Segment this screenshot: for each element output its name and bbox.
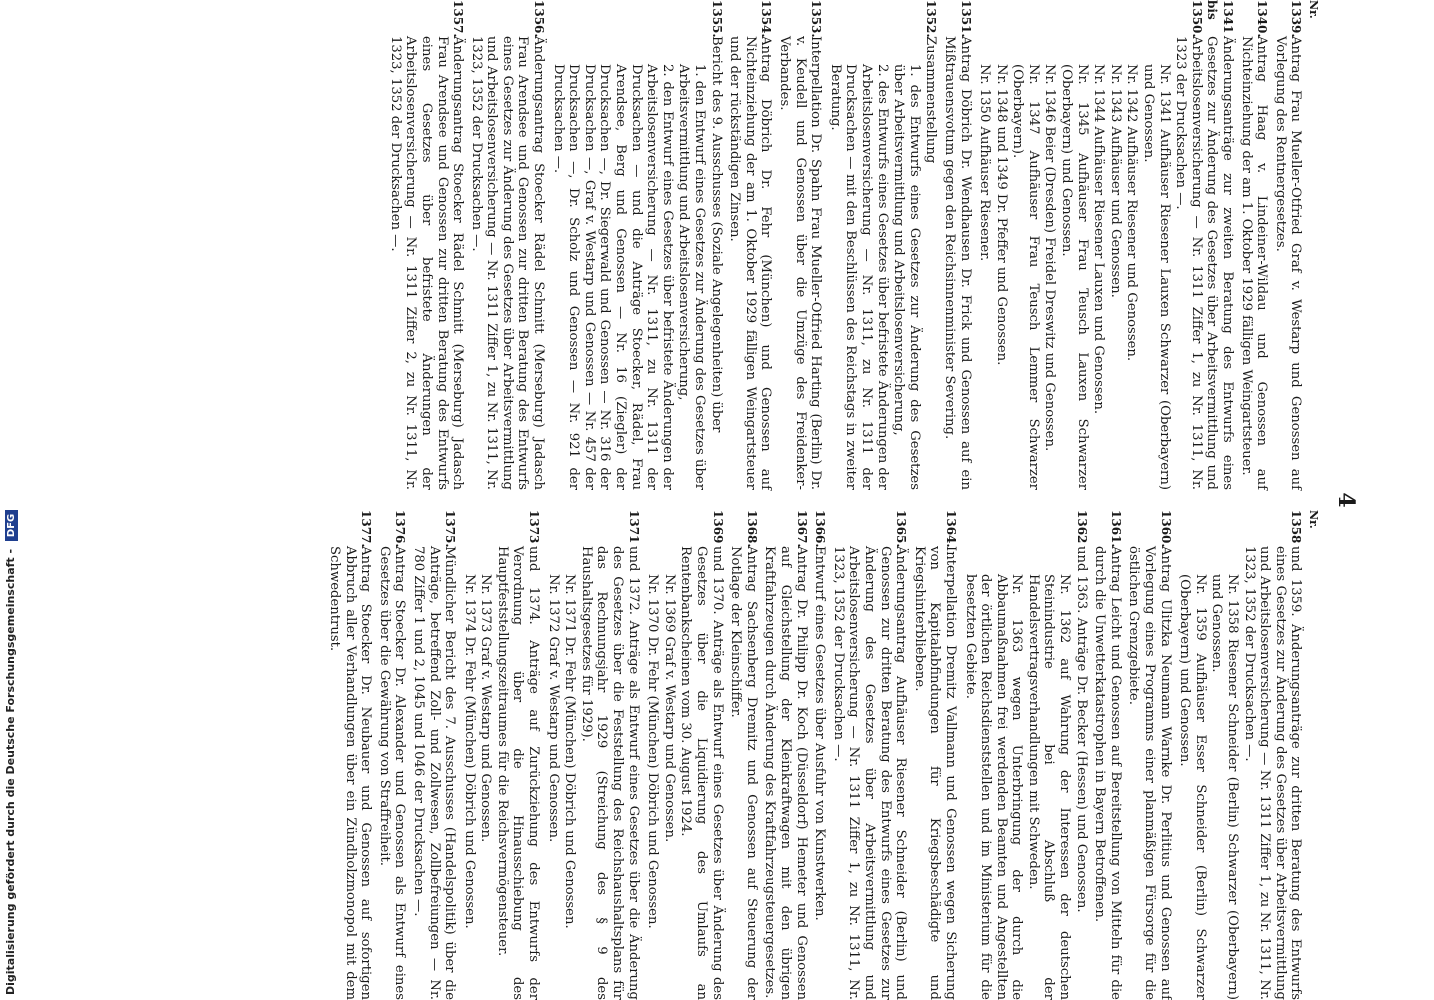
entry-subitem: Nr. 1369 Graf v. Westarp und Genossen. [661, 574, 677, 843]
document-entry [728, 510, 759, 1000]
entry-text: Zusammenstellung [923, 36, 939, 164]
document-entry [468, 0, 546, 490]
entry-text: Antrag Ulitzka Neumann Warnke Dr. Perlitius und Genossen auf Vorlegung eines Programms einer planmäßigen Fürsorge für die östlichen Grenzgebiete. [1126, 546, 1173, 1000]
entry-body [387, 36, 465, 490]
document-entry [826, 0, 938, 490]
entry-text: Änderungsantrag Stoecker Rädel Schmitt (Merseburg) Jadasch Frau Arendsee und Genossen zur dritten Beratung des Entwurfs eines Gesetzes über befristete Änderungen der Arbeitslosenversicherung — Nr. 1311 Ziffer 2, zu Nr. 1311, Nr. 1323, 1352 der Drucksachen —. [387, 36, 466, 490]
entry-subitem: Nr. 1358 Riesener Schneider (Berlin) Schwarzer (Oberbayern) und Genossen. [1209, 574, 1241, 1000]
entry-number: 1369 [710, 510, 725, 544]
entry-text: Änderungsantrag Stoecker Rädel Schmitt (Merseburg) Jadasch Frau Arendsee und Genossen zur dritten Beratung des Entwurfs eines Gesetzes zur Änderung des Gesetzes über Arbeitsvermittlung und Arbeitslosenversicherung — Nr. 1311 Ziffer 1, zu Nr. 1311, Nr. 1323, 1352 der Drucksachen —. [468, 36, 547, 490]
entry-body [911, 546, 958, 1000]
entry-number: 1367. [794, 510, 809, 548]
right-column-header: Nr. [1307, 510, 1320, 529]
entry-subitem: Nr. 1346 Beier (Dresden) Freidel Dreswitz und Genossen. [1042, 64, 1058, 452]
document-entry [1092, 510, 1123, 1000]
entry-text: und 1359. Änderungsanträge zur dritten Beratung des Entwurfs eines Gesetzes zur Änderung des Gesetzes über Arbeitsvermittlung und Arbeitslosenversicherung — Nr. 1311 Ziffer 1, zu Nr. 1311, Nr. 1323, 1352 der Drucksachen —. [1241, 546, 1304, 1000]
document-entry [1176, 510, 1304, 1000]
digitization-credit [4, 510, 18, 995]
entry-text: Antrag Döbrich Dr. Wendhausen Dr. Frick und Genossen auf ein Mißtrauensvotum gegen den Reichsinnenminister Severing. [941, 36, 973, 490]
digitization-credit-strip [0, 0, 26, 1000]
left-column [384, 0, 1321, 490]
entry-text: Änderungsantrag Aufhäuser Riesener Schneider (Berlin) und Genossen zur dritten Beratung des Entwurfs eines Gesetzes zur Änderung des Gesetzes über Arbeitsvermittlung und Arbeitslosenversicherung — Nr. 1311 Ziffer 1, zu Nr. 1311, Nr. 1323, 1352 der Drucksachen —. [830, 546, 909, 1000]
left-column-header: Nr. [1307, 0, 1320, 19]
entry-body [468, 36, 546, 490]
entry-subitem: Nr. 1362 auf Wahrung der Interessen der deutschen Steinindustrie bei Abschluß der Handelsvertragsverhandlungen mit Schweden. [1025, 574, 1073, 1000]
entry-text: und 1370. Anträge als Entwurf eines Gesetzes über Änderung des Gesetzes über die Liquidierung des Umlaufs an Rentenbankscheinen vom 30. August 1924. [678, 546, 725, 1000]
entry-number: 1356. [532, 0, 547, 38]
entry-number: 1341 bis 1350. [1189, 0, 1236, 38]
document-entry [387, 0, 465, 490]
entry-text: Antrag Döbrich Dr. Fehr (München) und Genossen auf Nichteinziehung der am 1. Oktober 1929 fälligen Weingartsteuer und der rückständigen Zinsen. [727, 36, 774, 490]
entry-body [961, 546, 1089, 1000]
entry-body [826, 36, 938, 490]
page-number: 4 [1333, 492, 1359, 508]
entry-subitem: Nr. 1341 Aufhäuser Riesener Lauxen Schwarzer (Oberbayern) und Genossen. [1141, 64, 1172, 490]
entry-text: und 1372. Anträge als Entwurf eines Gesetzes über die Änderung des Gesetzes über die Feststellung des Reichshaushaltsplans für das Rechnungsjahr 1929 (Streichung des § 9 des Haushaltsgesetzes für 1929). [578, 546, 641, 1000]
document-entry [911, 510, 958, 1000]
entry-text: Antrag Dr. Philipp Dr. Koch (Düsseldorf) Hemeter und Genossen auf Gleichstellung der Kleinkraftwagen mit den übrigen Kraftfahrzeugen durch Änderung des Kraftfahrzeugsteuergesetzes. [762, 546, 809, 1000]
entry-text: Entwurf eines Gesetzes über Ausfuhr von Kunstwerken. [812, 546, 828, 921]
entry-subitem: Nr. 1347 Aufhäuser Frau Teusch Lemmer Schwarzer (Oberbayern). [1010, 64, 1041, 490]
entry-text: Interpellation Dremitz Vallmann und Genossen wegen Sicherung von Kapitalabfindungen für Kriegsbeschädigte und Kriegshinterbliebene. [911, 546, 958, 1000]
entry-text: und 1374. Anträge auf Zurückziehung des Entwurfs der Verordnung über die Hinausschiebung des Hauptfeststellungszeitraumes für die Reichsvermögensteuer. [494, 546, 542, 1000]
entry-body [1092, 546, 1123, 1000]
entry-body [812, 546, 828, 1000]
entry-subitem: Nr. 1345 Aufhäuser Frau Teusch Lauxen Schwarzer (Oberbayern) und Genossen. [1059, 64, 1090, 490]
entry-subitem: Nr. 1348 und 1349 Dr. Pfeffer und Genossen. [993, 64, 1009, 366]
entry-body [644, 546, 725, 1000]
entry-text: Antrag Leicht und Genossen auf Bereitstellung von Mitteln für die durch die Unwetterkatastrophen in Bayern Betroffenen. [1092, 546, 1123, 1000]
entry-body [1238, 36, 1269, 490]
entry-number: 1377. [359, 510, 374, 548]
document-entry [830, 510, 908, 1000]
entry-subitem: Nr. 1359 Aufhäuser Esser Schneider (Berlin) Schwarzer (Oberbayern) und Genossen. [1177, 574, 1208, 1000]
document-entry [549, 0, 724, 490]
entry-body [549, 36, 724, 490]
entry-subitem: 1. den Entwurf eines Gesetzes zur Änderung des Gesetzes über Arbeitsvermittlung und Arbeitslosenversicherung, [676, 64, 708, 490]
entry-number: 1371 [626, 510, 641, 544]
entry-subitem: Nr. 1363 wegen Unterbringung der durch die Abbaumaßnahmen frei werdenden Beamten und Angestellten der örtlichen Reichsdienststellen und im Ministerium für die besetzten Gebiete. [962, 574, 1025, 1000]
entry-number: 1353. [809, 0, 824, 38]
document-entry [644, 510, 725, 1000]
rotated-document-page [67, 0, 1367, 1000]
entry-number: 1352. [924, 0, 939, 38]
entry-body [544, 546, 641, 1000]
entry-number: 1361. [1108, 510, 1123, 548]
entry-body [1176, 546, 1304, 1000]
entry-number: 1362 [1074, 510, 1089, 544]
entry-number: 1365. [894, 510, 909, 548]
entry-subitem: Nr. 1344 Aufhäuser Riesener Lauxen und Genossen. [1091, 64, 1107, 415]
document-entry [544, 510, 641, 1000]
dfg-logo: DFG [5, 510, 18, 541]
entry-text: Antrag Sachsenberg Dremitz und Genossen auf Steuerung der Notlage der Kleinschiffer. [728, 546, 759, 1000]
digitization-credit-text: Digitalisierung gefördert durch die Deutsche Forschungsgemeinschaft - [4, 548, 17, 995]
entry-number: 1360. [1158, 510, 1173, 548]
entry-text: und 1363. Anträge Dr. Becker (Hessen) und Genossen. [1073, 546, 1089, 913]
entry-body [1272, 36, 1303, 490]
document-entry [376, 510, 407, 1000]
document-entry [976, 0, 1236, 490]
entry-subitem: Nr. 1374 Dr. Fehr (München) Döbrich und Genossen. [461, 574, 477, 929]
entry-body [376, 546, 407, 1000]
entry-subitem: Nr. 1350 Aufhäuser Riesener. [977, 64, 993, 262]
document-entry [1126, 510, 1173, 1000]
entry-number: 1358 [1289, 510, 1304, 544]
entry-body [830, 546, 908, 1000]
entry-body [410, 546, 457, 1000]
entry-number: 1373 [527, 510, 542, 544]
entry-body [728, 546, 759, 1000]
document-entry [776, 0, 823, 490]
entry-body [762, 546, 809, 1000]
document-entry [1272, 0, 1303, 490]
document-entry [941, 0, 972, 490]
entry-subitem: Nr. 1372 Graf v. Westarp und Genossen. [545, 574, 561, 843]
entry-subitem: Nr. 1343 Aufhäuser und Genossen. [1107, 64, 1123, 298]
entry-text: Änderungsanträge zur zweiten Beratung des Entwurfs eines Gesetzes zur Änderung des Gesetzes über Arbeitsvermittlung und Arbeitslosenversicherung — Nr. 1311 Ziffer 1, zu Nr. 1311, Nr. 1323 der Drucksachen —. [1173, 36, 1236, 490]
entry-subitem: Nr. 1371 Dr. Fehr (München) Döbrich und Genossen. [562, 574, 578, 929]
entry-number: 1366. [813, 510, 828, 548]
entry-number: 1339. [1289, 0, 1304, 38]
entry-text: Antrag Stoecker Dr. Neubauer und Genossen auf sofortigen Abbruch aller Verhandlungen über ein Zündholzmonopol mit dem Schwedentrust. [326, 546, 374, 1000]
entry-text: Bericht des 9. Ausschusses (Soziale Angelegenheiten) über [708, 36, 724, 433]
entry-text: Antrag Stoecker Dr. Alexander und Genossen als Entwurf eines Gesetzes über die Gewährung von Straffreiheit. [376, 546, 408, 1000]
entry-text: Antrag Haag v. Lindeiner-Wildau und Genossen auf Nichteinziehung der am 1. Oktober 1929 fälligen Weingartsteuer. [1238, 36, 1270, 490]
entry-body [460, 546, 541, 1000]
entry-subitem: Nr. 1373 Graf v. Westarp und Genossen. [478, 574, 494, 843]
entry-subitem: Nr. 1370 Dr. Fehr (München) Döbrich und Genossen. [645, 574, 661, 929]
entry-number: 1368. [744, 510, 759, 548]
entry-number: 1354. [759, 0, 774, 38]
document-entry [727, 0, 774, 490]
document-entry [762, 510, 809, 1000]
entry-subitem: 2. des Entwurfs eines Gesetzes über befristete Änderungen der Arbeitslosenversicherung — Nr. 1311, zu Nr. 1311 der Drucksachen — mit den Beschlüssen des Reichstags in zweiter Beratung. [827, 64, 890, 490]
entry-text: Mündlicher Bericht des 7. Ausschusses (Handelspolitik) über die Anträge, betreffend Zoll- und Zollwesen, Zollbefreiungen — Nr. 780 Ziffer 1 und 2, 1045 und 1046 der Drucksachen —. [410, 546, 458, 1000]
document-entry [812, 510, 828, 1000]
document-entry [1238, 0, 1269, 490]
entry-body [941, 36, 972, 490]
entry-subitem: Nr. 1342 Aufhäuser Riesener und Genossen. [1124, 64, 1140, 362]
entry-text: Antrag Frau Mueller-Otfried Graf v. Westarp und Genossen auf Vorlegung des Rentnergesetzes. [1272, 36, 1304, 490]
entry-number: 1340. [1255, 0, 1270, 38]
entry-body [976, 36, 1236, 490]
entry-number: 1351. [958, 0, 973, 38]
entry-text: Interpellation Dr. Spahn Frau Mueller-Otfried Harting (Berlin) Dr. v. Keudell und Genossen über die Umzüge des Freidenker-Verbandes. [777, 36, 824, 490]
entry-body [326, 546, 373, 1000]
right-column [323, 510, 1321, 1000]
entry-number: 1364. [943, 510, 958, 548]
entry-body [776, 36, 823, 490]
entry-subitem: 2. den Entwurf eines Gesetzes über befristete Änderungen der Arbeitslosenversicherung — Nr. 1311, zu Nr. 1311 der Drucksachen — und die Anträge Stoecker, Rädel, Frau Arendsee, Berg und Genossen — Nr. 16 (Ziegler) der Drucksachen —, Dr. Siegerwald und Genossen — Nr. 316 der Drucksachen —, Graf v. Westarp und Genossen — Nr. 457 der Drucksachen —, Dr. Scholz und Genossen — Nr. 921 der Drucksachen —. [550, 64, 675, 490]
entry-body [1126, 546, 1173, 1000]
entry-body [727, 36, 774, 490]
entry-number: 1357. [451, 0, 466, 38]
document-entry [961, 510, 1089, 1000]
document-entry [460, 510, 541, 1000]
entry-subitem: 1. des Entwurfs eines Gesetzes zur Änderung des Gesetzes über Arbeitsvermittlung und Arbeitslosenversicherung, [891, 64, 922, 490]
entry-number: 1376. [393, 510, 408, 548]
document-entry [410, 510, 457, 1000]
entry-number: 1375. [443, 510, 458, 548]
document-entry [326, 510, 373, 1000]
entry-number: 1355. [709, 0, 724, 38]
